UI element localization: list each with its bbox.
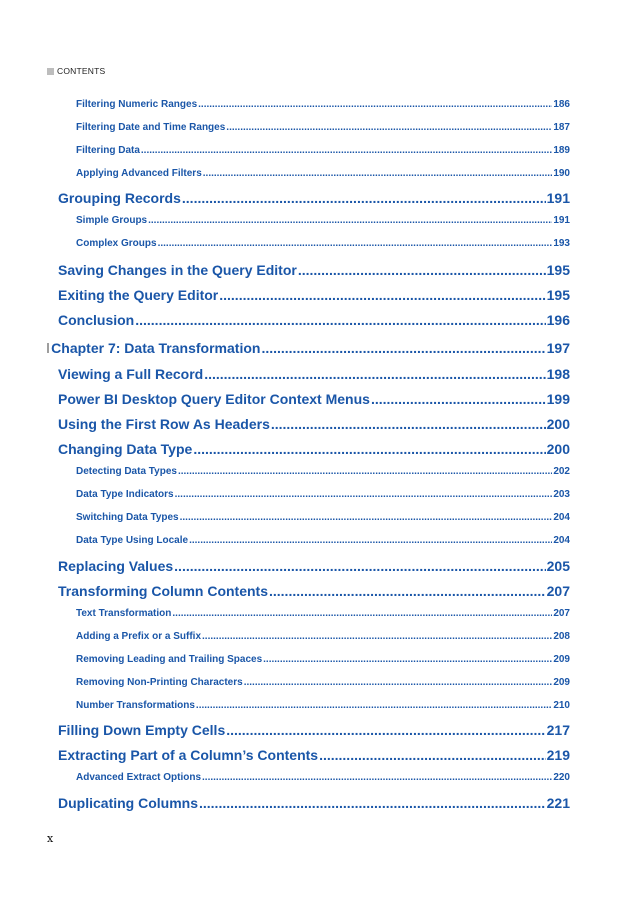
- toc-entry-page: 207: [546, 583, 570, 599]
- toc-entry-title: Viewing a Full Record: [58, 366, 204, 382]
- page-number: x: [47, 832, 54, 845]
- dot-leader: [203, 167, 553, 181]
- dot-leader: [174, 557, 545, 575]
- toc-entry-title: Grouping Records: [58, 190, 181, 206]
- dot-leader: [199, 794, 546, 812]
- dot-leader: [193, 440, 545, 458]
- toc-entry[interactable]: [58, 794, 570, 812]
- toc-entry-title: Switching Data Types: [76, 512, 179, 523]
- toc-entry-page: 217: [546, 722, 570, 738]
- toc-entry[interactable]: [58, 365, 570, 383]
- dot-leader: [269, 582, 546, 600]
- toc-entry-page: 219: [546, 747, 570, 763]
- toc-entry-title: Conclusion: [58, 312, 135, 328]
- toc-entry[interactable]: [76, 465, 570, 479]
- toc-entry-title: Exiting the Query Editor: [58, 287, 219, 303]
- dot-leader: [189, 534, 552, 548]
- dot-leader: [226, 121, 552, 135]
- dot-leader: [175, 488, 553, 502]
- dot-leader: [271, 415, 546, 433]
- toc-entry[interactable]: [58, 440, 570, 458]
- toc-entry[interactable]: [76, 214, 570, 228]
- toc-entry[interactable]: [58, 721, 570, 739]
- dot-leader: [158, 237, 553, 251]
- toc-entry-title: Filling Down Empty Cells: [58, 722, 226, 738]
- dot-leader: [180, 511, 553, 525]
- toc-entry-page: 220: [553, 772, 570, 783]
- toc-entry-title: Replacing Values: [58, 558, 174, 574]
- toc-entry-page: 193: [553, 238, 570, 249]
- toc-entry-title: Data Type Using Locale: [76, 535, 189, 546]
- toc-entry-page: 200: [546, 416, 570, 432]
- toc-entry[interactable]: [58, 557, 570, 575]
- toc-entry[interactable]: [76, 607, 570, 621]
- toc-entry[interactable]: [58, 286, 570, 304]
- toc-entry-page: 196: [546, 312, 570, 328]
- toc-entry-page: 198: [546, 366, 570, 382]
- toc-entry-title: Simple Groups: [76, 215, 148, 226]
- dot-leader: [202, 630, 552, 644]
- toc-entry-page: 209: [553, 654, 570, 665]
- toc-entry-title: Duplicating Columns: [58, 795, 198, 811]
- toc-entry-page: 199: [546, 391, 570, 407]
- dot-leader: [219, 286, 545, 304]
- toc-entry-page: 187: [553, 122, 570, 133]
- dot-leader: [202, 771, 552, 785]
- toc-entry-page: 186: [553, 99, 570, 110]
- toc-entry-title: Using the First Row As Headers: [58, 416, 270, 432]
- toc-entry-title: Transforming Column Contents: [58, 583, 268, 599]
- dot-leader: [244, 676, 553, 690]
- toc-entry-title: Extracting Part of a Column’s Contents: [58, 747, 319, 763]
- toc-entry[interactable]: [76, 699, 570, 713]
- dot-leader: [178, 465, 552, 479]
- toc-entry-title: Filtering Numeric Ranges: [76, 99, 198, 110]
- toc-entry[interactable]: [76, 676, 570, 690]
- toc-entry-page: 208: [553, 631, 570, 642]
- dot-leader: [298, 261, 546, 279]
- toc-entry-title: Detecting Data Types: [76, 466, 177, 477]
- dot-leader: [182, 189, 546, 207]
- toc-entry-title: Changing Data Type: [58, 441, 193, 457]
- toc-entry-page: 202: [553, 466, 570, 477]
- toc-entry-page: 210: [553, 700, 570, 711]
- toc-entry[interactable]: [58, 582, 570, 600]
- toc-entry-page: 209: [553, 677, 570, 688]
- dot-leader: [263, 653, 552, 667]
- toc-entry[interactable]: [58, 311, 570, 329]
- toc-entry-page: 205: [546, 558, 570, 574]
- toc-entry[interactable]: [58, 189, 570, 207]
- dot-leader: [196, 699, 552, 713]
- toc-entry-page: 207: [553, 608, 570, 619]
- toc-entry[interactable]: [76, 488, 570, 502]
- toc-entry-page: 195: [546, 262, 570, 278]
- toc-entry-page: 203: [553, 489, 570, 500]
- dot-leader: [371, 390, 546, 408]
- dot-leader: [319, 746, 546, 764]
- toc-entry-page: 191: [553, 215, 570, 226]
- dot-leader: [226, 721, 545, 739]
- dot-leader: [172, 607, 552, 621]
- toc-entry-title: Applying Advanced Filters: [76, 168, 202, 179]
- toc-entry-title: Removing Leading and Trailing Spaces: [76, 654, 263, 665]
- toc-entry[interactable]: [76, 144, 570, 158]
- toc-entry-title: Power BI Desktop Query Editor Context Menus: [58, 391, 370, 407]
- toc-entry[interactable]: [76, 167, 570, 181]
- toc-entry[interactable]: [58, 746, 570, 764]
- toc-entry-page: 191: [546, 190, 570, 206]
- toc-entry-title: Advanced Extract Options: [76, 772, 202, 783]
- dot-leader: [261, 339, 545, 357]
- toc-entry-page: 204: [553, 535, 570, 546]
- toc-entry-title: Filtering Data: [76, 145, 140, 156]
- toc-entry-page: 197: [546, 340, 570, 356]
- toc-entry[interactable]: [58, 390, 570, 408]
- toc-entry-title: Complex Groups: [76, 238, 157, 249]
- toc-entry-page: 189: [553, 145, 570, 156]
- toc-entry[interactable]: [76, 630, 570, 644]
- toc-entry-title: Saving Changes in the Query Editor: [58, 262, 297, 278]
- toc-entry-title: Adding a Prefix or a Suffix: [76, 631, 202, 642]
- toc-entry[interactable]: [76, 653, 570, 667]
- toc-entry-title: Data Type Indicators: [76, 489, 174, 500]
- toc-entry-page: 200: [546, 441, 570, 457]
- dot-leader: [198, 98, 552, 112]
- toc-entry[interactable]: [76, 771, 570, 785]
- toc-entry-title: Number Transformations: [76, 700, 195, 711]
- toc-entry-title: Filtering Date and Time Ranges: [76, 122, 226, 133]
- toc-entry[interactable]: [76, 98, 570, 112]
- dot-leader: [204, 365, 545, 383]
- toc-entry-title: Text Transformation: [76, 608, 172, 619]
- toc-entry-title: Removing Non-Printing Characters: [76, 677, 243, 688]
- toc-entry[interactable]: [76, 534, 570, 548]
- toc-entry[interactable]: [58, 415, 570, 433]
- toc-entry-page: 195: [546, 287, 570, 303]
- header-label: CONTENTS: [57, 66, 106, 76]
- dot-leader: [141, 144, 552, 158]
- toc-entry-page: 190: [553, 168, 570, 179]
- chapter-square-icon: [47, 343, 49, 353]
- toc-entry-page: 221: [546, 795, 570, 811]
- dot-leader: [148, 214, 552, 228]
- dot-leader: [135, 311, 545, 329]
- toc-entry-page: 204: [553, 512, 570, 523]
- toc-chapter-entry[interactable]: [47, 339, 570, 357]
- toc-entry[interactable]: [58, 261, 570, 279]
- toc-entry-title: Chapter 7: Data Transformation: [51, 340, 261, 356]
- toc-entry[interactable]: [76, 511, 570, 525]
- toc-entry[interactable]: [76, 237, 570, 251]
- toc-entry[interactable]: [76, 121, 570, 135]
